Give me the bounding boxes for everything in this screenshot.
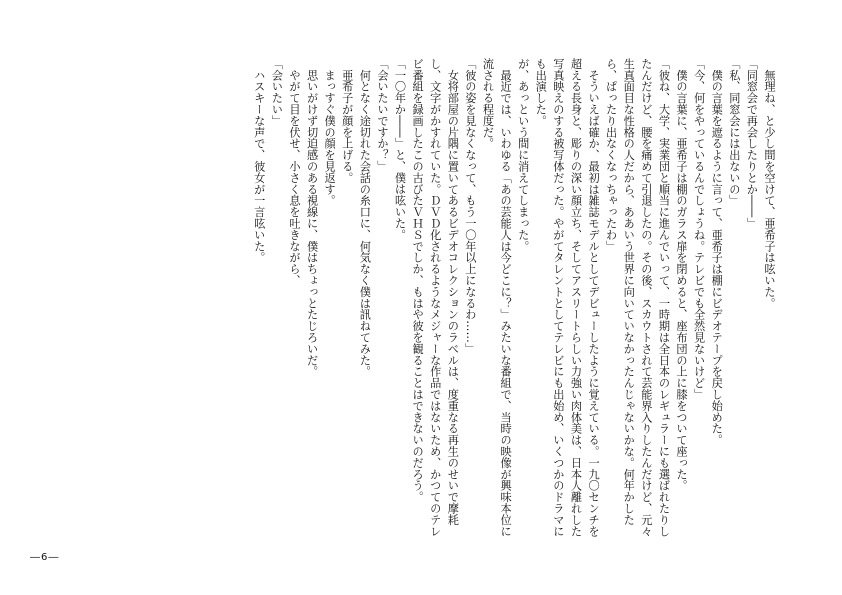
paragraph: 亜希子が顔を上げる。: [340, 58, 354, 184]
paragraph: 思いがけず切迫感のある視線に、僕はちょっとたじろいだ。: [305, 58, 319, 378]
paragraph: 僕の言葉を遮るように言って、亜希子は棚にビデオテープを戻し始めた。: [710, 58, 724, 446]
paragraph: やがて目を伏せ、小さく息を吐きながら、: [287, 58, 301, 286]
paragraph: 「会いたいですか？」: [375, 58, 389, 172]
paragraph: ハスキーな声で、彼女が一言呟いた。: [252, 58, 266, 264]
paragraph: 「会いたい」: [270, 58, 284, 127]
paragraph: 「一〇年か――」と、僕は呟いた。: [393, 58, 407, 241]
paragraph: 僕の言葉に、亜希子は棚のガラス扉を閉めると、座布団の上に膝をついて座った。: [675, 58, 689, 492]
paragraph: 女将部屋の片隅に置いてあるビデオコレクションのラベルは、度重なる再生のせいで摩耗し、文字がかすれていた。ＤＶＤ化されるようなメジャーな作品ではないため、かつてのテレビ番組を録画したこの古びたＶＨＳでしか、もはや彼を観ることはできないのだろう。: [411, 58, 460, 537]
paragraph: 何となく途切れた会話の糸口に、何気なく僕は訊ねてみた。: [358, 58, 372, 378]
paragraph: 「彼ね、大学、実業団と順当に進んでいって、一時期は全日本のレギュラーにも選ばれたりしたんだけど、腰を痛めて引退したの。その後、スカウトされて芸能界入りしたんだけど、元々生真面目な性格の人だから、ああいう世界に向いていなかったんじゃないかな。何年かしたら、ぱったり出なくなっちゃったわ」: [604, 58, 671, 537]
paragraph: そういえば確か、最初は雑誌モデルとしてデビューしたように覚えている。一九〇センチを超える長身と、彫りの深い顔立ち、そしてアスリートらしい力強い肉体美は、日本人離れした写真映えのする被写体だった。やがてタレントとしてテレビにも出始め、いくつかのドラマにも出演した。: [534, 58, 601, 537]
paragraph: が、あっという間に消えてしまった。: [516, 58, 530, 252]
paragraph: 最近では、いわゆる「あの芸能人は今どこに？」みたいな番組で、当時の映像が興味本位に流される程度だ。: [481, 58, 513, 537]
paragraph: 「今、何をやっているんでしょうね。テレビでも全然見ないけど」: [692, 58, 706, 400]
page-number: ―6―: [30, 552, 60, 563]
paragraph: 無理ね、と少し間を空けて、亜希子は呟いた。: [763, 58, 776, 309]
paragraph: 「彼の姿を見なくなって、もう一〇年以上になるわ……」: [463, 58, 477, 355]
paragraph: 「私、同窓会には出ないの」: [727, 58, 741, 207]
paragraph: まっすぐ僕の顔を見返す。: [323, 58, 337, 207]
paragraph: 「同窓会で再会したりとか――」: [745, 58, 759, 229]
vertical-text-body: [110, 58, 778, 548]
